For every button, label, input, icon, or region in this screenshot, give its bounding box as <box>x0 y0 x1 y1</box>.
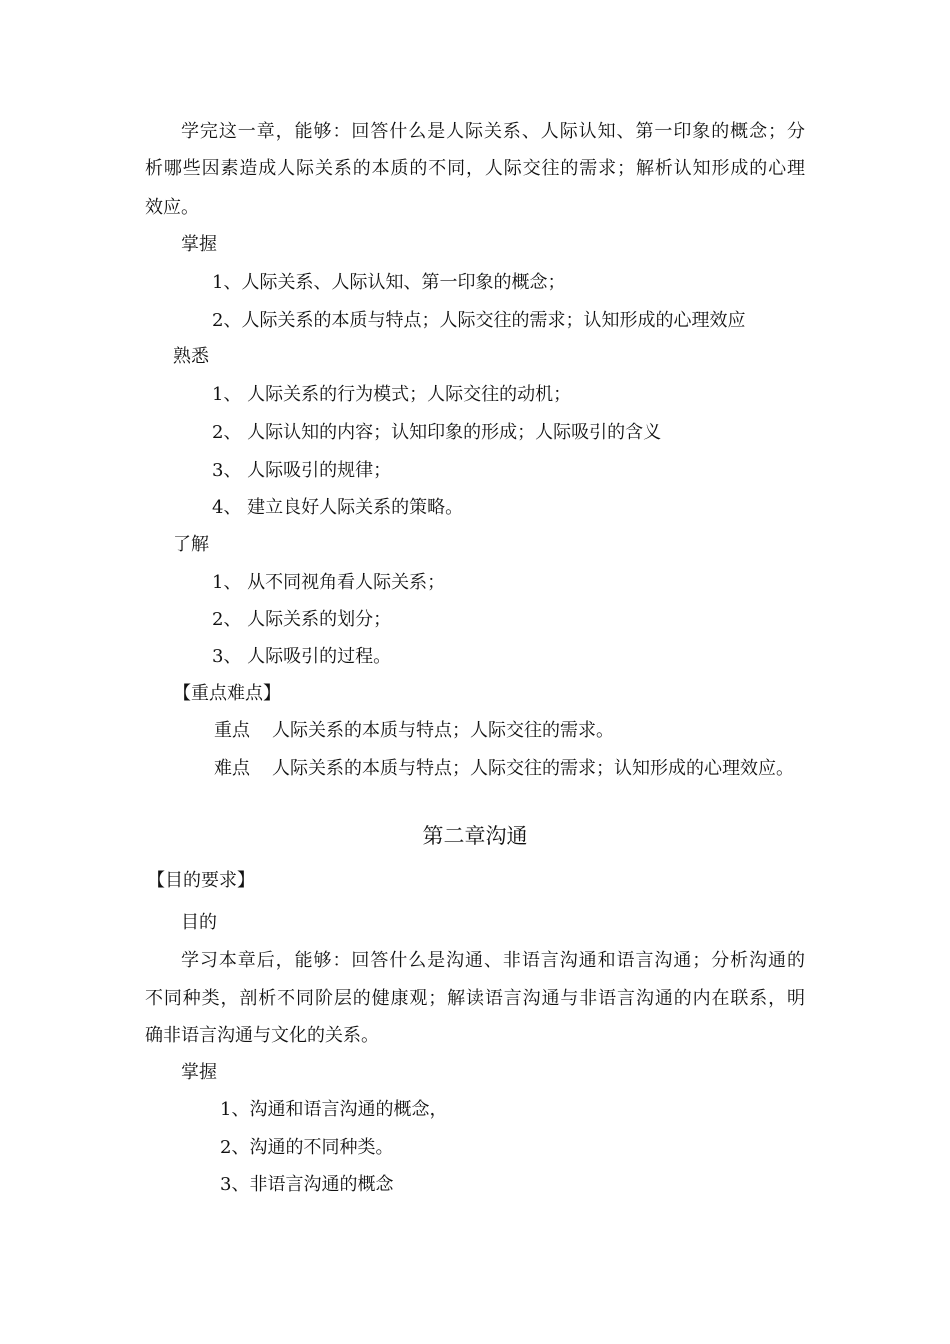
key-point-row <box>214 719 614 743</box>
chapter2-master-item-3: 3、非语言沟通的概念 <box>220 1174 394 1195</box>
difficult-point-text: 人际关系的本质与特点；人际交往的需求；认知形成的心理效应。 <box>272 758 794 779</box>
understand-item-3: 3、 人际吸引的过程。 <box>212 646 392 667</box>
understand-item-1: 1、 从不同视角看人际关系； <box>212 572 446 593</box>
master-item-2: 2、人际关系的本质与特点；人际交往的需求；认知形成的心理效应 <box>212 310 746 331</box>
intro-line-2: 析哪些因素造成人际关系的本质的不同，人际交往的需求；解析认知形成的心理 <box>145 158 805 179</box>
purpose-line-3: 确非语言沟通与文化的关系。 <box>145 1025 379 1046</box>
goal-heading: 【目的要求】 <box>147 870 255 891</box>
familiar-heading: 熟悉 <box>173 346 209 367</box>
familiar-item-3: 3、 人际吸引的规律； <box>212 460 392 481</box>
keypoints-heading: 【重点难点】 <box>173 683 281 704</box>
purpose-line-2: 不同种类，剖析不同阶层的健康观；解读语言沟通与非语言沟通的内在联系，明 <box>145 988 805 1009</box>
understand-heading: 了解 <box>173 534 209 555</box>
familiar-item-2: 2、 人际认知的内容；认知印象的形成；人际吸引的含义 <box>212 422 662 443</box>
chapter2-master-heading: 掌握 <box>181 1062 217 1083</box>
familiar-item-1: 1、 人际关系的行为模式；人际交往的动机； <box>212 384 572 405</box>
difficult-point-row <box>214 757 794 781</box>
master-item-1: 1、人际关系、人际认知、第一印象的概念； <box>212 272 566 293</box>
purpose-line-1: 学习本章后，能够：回答什么是沟通、非语言沟通和语言沟通；分析沟通的 <box>181 950 805 971</box>
purpose-heading: 目的 <box>181 912 217 933</box>
intro-line-3: 效应。 <box>145 197 199 218</box>
understand-item-2: 2、 人际关系的划分； <box>212 609 392 630</box>
chapter2-master-item-2: 2、沟通的不同种类。 <box>220 1137 394 1158</box>
intro-line-1: 学完这一章，能够：回答什么是人际关系、人际认知、第一印象的概念；分 <box>181 121 805 142</box>
chapter2-master-item-1: 1、沟通和语言沟通的概念， <box>220 1099 448 1120</box>
familiar-item-4: 4、 建立良好人际关系的策略。 <box>212 497 464 518</box>
master-heading: 掌握 <box>181 234 217 255</box>
difficult-point-label: 难点 <box>214 758 250 779</box>
key-point-label: 重点 <box>214 720 250 741</box>
chapter-title: 第二章沟通 <box>422 824 528 848</box>
key-point-text: 人际关系的本质与特点；人际交往的需求。 <box>272 720 614 741</box>
